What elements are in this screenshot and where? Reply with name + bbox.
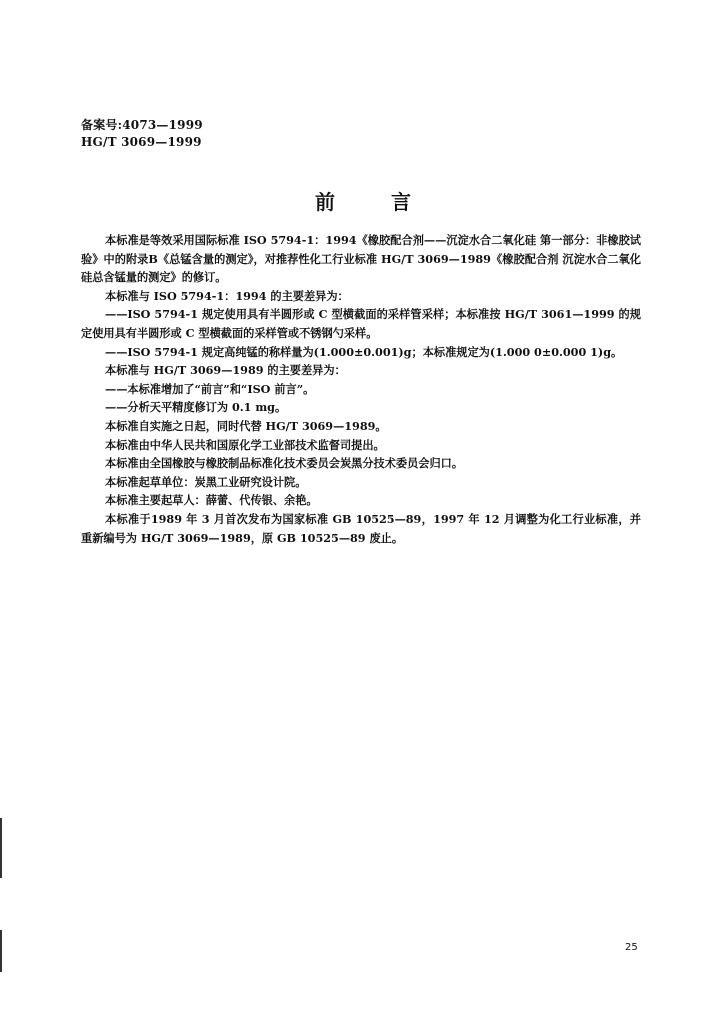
paragraph-iso-diff-mass: ——ISO 5794-1 规定高纯锰的称样量为(1.000±0.001)g；本标准规定为(1.000 0±0.000 1)g。 [105,344,623,359]
paragraph-history: 本标准于1989 年 3 月首次发布为国家标准 GB 10525—89，1997 年 12 月调整为化工行业标准，并重新编号为 HG/T 3069—1989，原 GB 10525—89 废止。 [81,511,641,545]
paragraph-adoption: 本标准是等效采用国际标准 ISO 5794-1：1994《橡胶配合剂——沉淀水合二氧化硅 第一部分：非橡胶试验》中的附录B《总锰含量的测定》，对推荐性化工行业标准 HG/T 3069—1989《橡胶配合剂 沉淀水合二氧化硅总含锰量的测定》的修订。 [81,233,641,285]
paragraph-committee: 本标准由全国橡胶与橡胶制品标准化技术委员会炭黑分技术委员会归口。 [105,456,464,471]
paragraph-drafting-unit: 本标准起草单位：炭黑工业研究设计院。 [105,474,307,489]
standard-number: HG/T 3069—1999 [81,135,202,149]
paragraph-iso-diff-sampling: ——ISO 5794-1 规定使用具有半圆形或 C 型横截面的采样管采样；本标准按 HG/T 3061—1999 的规定使用具有半圆形或 C 型横截面的采样管或不锈钢勺采样。 [81,307,641,340]
paragraph-replacement: 本标准自实施之日起，同时代替 HG/T 3069—1989。 [105,418,387,433]
paragraph-hg-diff-foreword: ——本标准增加了“前言”和“ISO 前言”。 [105,381,315,396]
section-title: 前言 [315,190,467,214]
paragraph-drafters: 本标准主要起草人：薛蕾、代传银、余艳。 [105,493,318,508]
foreword-body [81,231,641,547]
scan-edge-mark [0,818,2,878]
scan-edge-mark [0,930,2,972]
paragraph-hg-diff-balance: ——分析天平精度修订为 0.1 mg。 [105,400,287,415]
paragraph-hg-diff-heading: 本标准与 HG/T 3069—1989 的主要差异为： [105,363,346,378]
record-number: 备案号:4073—1999 [81,118,203,132]
page-number: 25 [625,942,638,953]
paragraph-proposer: 本标准由中华人民共和国原化学工业部技术监督司提出。 [105,437,385,452]
paragraph-iso-diff-heading: 本标准与 ISO 5794-1：1994 的主要差异为： [105,288,349,303]
